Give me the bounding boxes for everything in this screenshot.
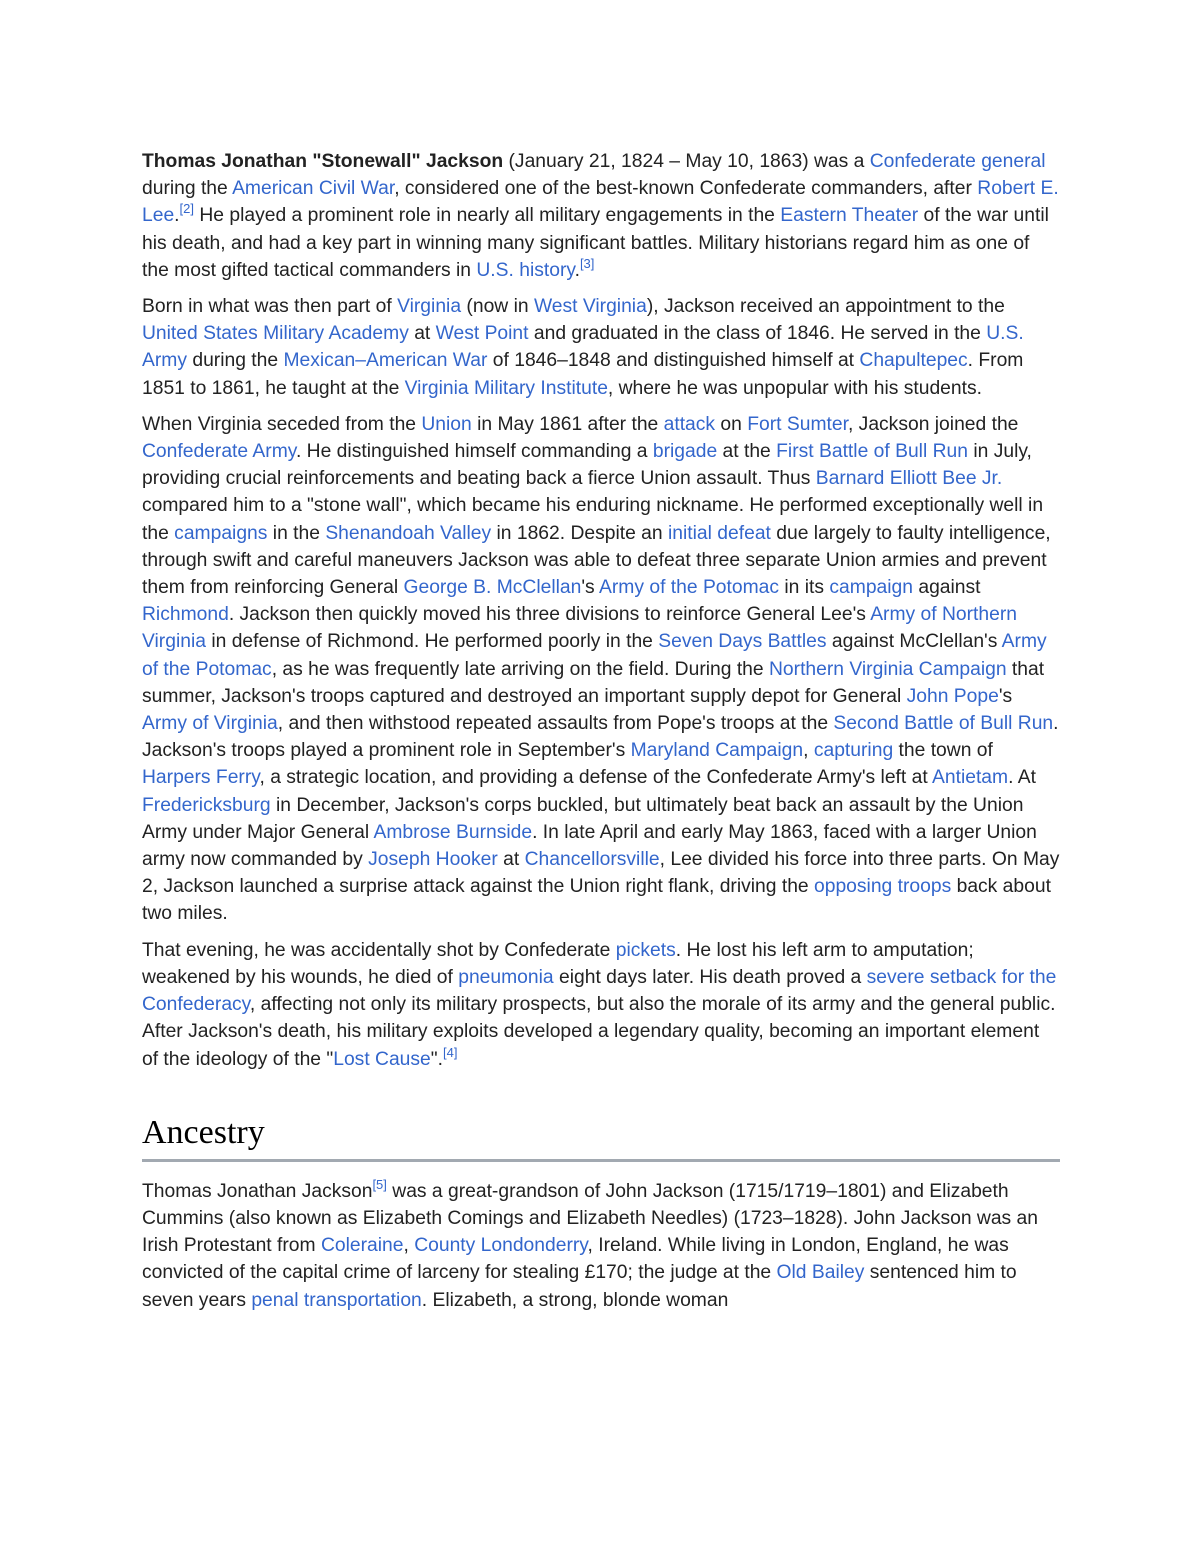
link-united-states-military-academy[interactable]: United States Military Academy	[142, 323, 409, 345]
link-west-virginia[interactable]: West Virginia	[533, 296, 647, 318]
early-life-paragraph: Born in what was then part of Virginia (now in West Virginia), Jackson received an appointment to the United States Military Academy at West Point and graduated in the class of 1846. He served in the U.S. Army during the Mexican–American War of 1846–1848 and distinguished himself at Chapultepec. From 1851 to 1861, he taught at the Virginia Military Institute, where he was unpopular with his students.	[142, 296, 1024, 399]
link-first-battle-of-bull-run[interactable]: First Battle of Bull Run	[776, 441, 968, 463]
link-seven-days-battles[interactable]: Seven Days Battles	[658, 631, 827, 653]
link-county-londonderry[interactable]: County Londonderry	[414, 1235, 588, 1257]
link-confederate-general[interactable]: Confederate general	[869, 151, 1046, 172]
link-us-history[interactable]: U.S. history	[476, 259, 575, 281]
link-army-of-the-potomac[interactable]: Army of the Potomac	[599, 577, 780, 599]
link-virginia[interactable]: Virginia	[397, 296, 462, 318]
link-lost-cause[interactable]: Lost Cause	[333, 1048, 431, 1070]
link-joseph-hooker[interactable]: Joseph Hooker	[368, 849, 498, 871]
link-fort-sumter[interactable]: Fort Sumter	[747, 413, 848, 435]
link-richmond[interactable]: Richmond	[142, 604, 229, 626]
link-opposing-troops[interactable]: opposing troops	[814, 876, 952, 898]
link-john-pope[interactable]: John Pope	[906, 685, 999, 707]
link-american-civil-war[interactable]: American Civil War	[232, 178, 395, 200]
link-eastern-theater[interactable]: Eastern Theater	[780, 205, 919, 227]
link-virginia-military-institute[interactable]: Virginia Military Institute	[404, 377, 608, 399]
link-maryland-campaign[interactable]: Maryland Campaign	[630, 740, 804, 762]
link-george-b-mcclellan[interactable]: George B. McClellan	[403, 577, 582, 599]
link-shenandoah-valley[interactable]: Shenandoah Valley	[325, 522, 492, 544]
link-antietam[interactable]: Antietam	[932, 767, 1009, 789]
link-ambrose-burnside[interactable]: Ambrose Burnside	[373, 821, 533, 843]
section-heading-ancestry: Ancestry	[142, 1113, 1060, 1162]
link-attack[interactable]: attack	[663, 413, 716, 435]
death-paragraph: That evening, he was accidentally shot by Confederate pickets. He lost his left arm to amputation; weakened by his wounds, he died of pneumonia eight days later. His death proved a severe setback for the Confederacy, affecting not only its military prospects, but also the morale of its army and the general public. After Jackson's death, his military exploits developed a legendary quality, becoming an important element of the ideology of the "Lost Cause".[4]	[142, 939, 1057, 1070]
link-chancellorsville[interactable]: Chancellorsville	[524, 849, 660, 871]
article-body	[142, 148, 1060, 1323]
link-initial-defeat[interactable]: initial defeat	[668, 522, 771, 544]
link-severe-setback[interactable]: severe setback for the Confederacy	[142, 966, 1057, 1016]
citation-5[interactable]: [5]	[372, 1176, 387, 1192]
link-army-of-virginia[interactable]: Army of Virginia	[142, 713, 278, 735]
link-brigade[interactable]: brigade	[652, 441, 718, 463]
link-army-of-the-potomac-2[interactable]: Army of the Potomac	[142, 631, 1047, 680]
link-west-point[interactable]: West Point	[435, 323, 529, 345]
link-capturing[interactable]: capturing	[813, 740, 894, 762]
civil-war-paragraph: When Virginia seceded from the Union in May 1861 after the attack on Fort Sumter, Jackson joined the Confederate Army. He distinguished himself commanding a brigade at the First Battle of Bull Run in July, providing crucial reinforcements and beating back a fierce Union assault. Thus Barnard Elliott Bee Jr. compared him to a "stone wall", which became his enduring nickname. He performed exceptionally well in the campaigns in the Shenandoah Valley in 1862. Despite an initial defeat due largely to faulty intelligence, through swift and careful maneuvers Jackson was able to defeat three separate Union armies and prevent them from reinforcing General George B. McClellan's Army of the Potomac in its campaign against Richmond. Jackson then quickly moved his three divisions to reinforce General Lee's Army of Northern Virginia in defense of Richmond. He performed poorly in the Seven Days Battles against McClellan's Army of the Potomac, as he was frequently late arriving on the field. During the Northern Virginia Campaign that summer, Jackson's troops captured and destroyed an important supply depot for General John Pope's Army of Virginia, and then withstood repeated assaults from Pope's troops at the Second Battle of Bull Run. Jackson's troops played a prominent role in September's Maryland Campaign, capturing the town of Harpers Ferry, a strategic location, and providing a defense of the Confederate Army's left at Antietam. At Fredericksburg in December, Jackson's corps buckled, but ultimately beat back an assault by the Union Army under Major General Ambrose Burnside. In late April and early May 1863, faced with a larger Union army now commanded by Joseph Hooker at Chancellorsville, Lee divided his force into three parts. On May 2, Jackson launched a surprise attack against the Union right flank, driving the opposing troops back about two miles.	[142, 413, 1060, 925]
link-second-battle-of-bull-run[interactable]: Second Battle of Bull Run	[833, 713, 1054, 735]
link-coleraine[interactable]: Coleraine	[320, 1235, 404, 1257]
citation-2[interactable]: [2]	[179, 201, 194, 217]
link-confederate-army[interactable]: Confederate Army	[142, 441, 296, 463]
link-campaigns[interactable]: campaigns	[174, 522, 268, 544]
link-mexican-american-war[interactable]: Mexican–American War	[283, 350, 488, 372]
citation-4[interactable]: [4]	[442, 1044, 458, 1060]
article-subject-name: Thomas Jonathan "Stonewall" Jackson	[142, 151, 504, 172]
link-northern-virginia-campaign[interactable]: Northern Virginia Campaign	[769, 658, 1007, 680]
link-robert-e-lee[interactable]: Robert E. Lee	[142, 178, 1059, 227]
link-chapultepec[interactable]: Chapultepec	[859, 350, 968, 372]
link-campaign[interactable]: campaign	[829, 577, 913, 599]
link-us-army[interactable]: U.S. Army	[142, 323, 1024, 372]
link-pneumonia[interactable]: pneumonia	[458, 966, 554, 988]
link-penal-transportation[interactable]: penal transportation	[251, 1289, 422, 1311]
link-fredericksburg[interactable]: Fredericksburg	[142, 794, 271, 816]
citation-3[interactable]: [3]	[579, 255, 595, 271]
link-old-bailey[interactable]: Old Bailey	[776, 1262, 865, 1284]
intro-paragraph: Thomas Jonathan "Stonewall" Jackson (January 21, 1824 – May 10, 1863) was a Confederate general during the American Civil War, considered one of the best-known Confederate commanders, after Robert E. Lee.[2] He played a prominent role in nearly all military engagements in the Eastern Theater of the war until his death, and had a key part in winning many significant battles. Military historians regard him as one of the most gifted tactical commanders in U.S. history.[3]	[142, 151, 1059, 281]
link-harpers-ferry[interactable]: Harpers Ferry	[142, 767, 260, 789]
ancestry-paragraph: Thomas Jonathan Jackson[5] was a great-grandson of John Jackson (1715/1719–1801) and Elizabeth Cummins (also known as Elizabeth Comings and Elizabeth Needles) (1723–1828). John Jackson was an Irish Protestant from Coleraine, County Londonderry, Ireland. While living in London, England, he was convicted of the capital crime of larceny for stealing £170; the judge at the Old Bailey sentenced him to seven years penal transportation. Elizabeth, a strong, blonde woman	[142, 1176, 1038, 1311]
link-union[interactable]: Union	[421, 413, 472, 435]
link-army-of-northern-virginia[interactable]: Army of Northern Virginia	[142, 604, 1017, 653]
link-barnard-elliott-bee[interactable]: Barnard Elliott Bee Jr.	[815, 468, 1003, 490]
link-pickets[interactable]: pickets	[615, 939, 676, 961]
